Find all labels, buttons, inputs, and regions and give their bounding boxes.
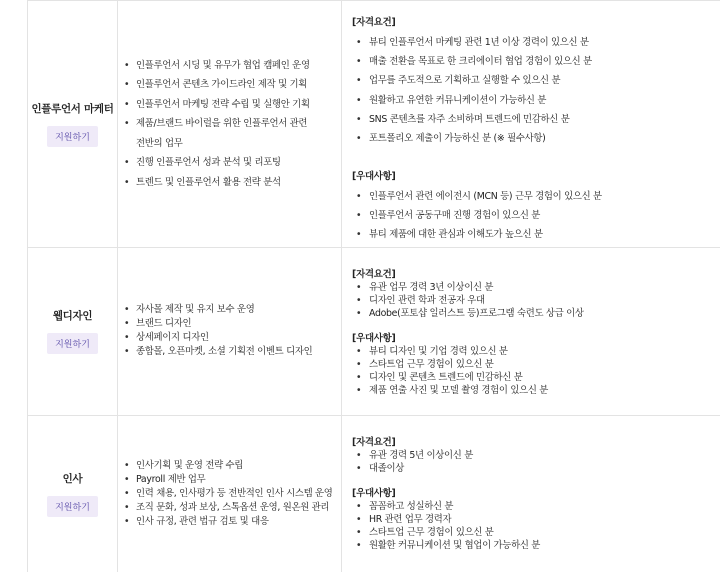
apply-button[interactable]: 지원하기 xyxy=(47,126,98,147)
requirements-cell xyxy=(342,1,720,247)
job-row-web-design xyxy=(28,247,720,416)
preference-item: • 뷰티 디자인 및 기업 경력 있으신 분 xyxy=(356,345,548,358)
duty-item: • 브랜드 디자인 xyxy=(124,317,312,331)
preference-item: • 꼼꼼하고 성실하신 분 xyxy=(356,500,540,513)
duties-cell xyxy=(118,247,342,415)
duty-item: • 인플루언서 시딩 및 유무가 협업 캠페인 운영 xyxy=(124,56,310,76)
job-postings-table xyxy=(27,0,720,572)
duty-item: • 인플루언서 마케팅 전략 수립 및 실행안 기획 xyxy=(124,95,310,115)
duties-cell xyxy=(118,416,342,572)
apply-button[interactable]: 지원하기 xyxy=(47,333,98,354)
duty-item: • 자사몰 제작 및 유지 보수 운영 xyxy=(124,303,312,317)
duty-item: • 인사기획 및 운영 전략 수립 xyxy=(124,459,333,473)
qualifications-group xyxy=(352,15,592,148)
preferences-heading: [우대사항] xyxy=(352,171,396,182)
preferences-list xyxy=(352,187,602,245)
qualification-item: • SNS 콘텐츠를 자주 소비하며 트렌드에 민감하신 분 xyxy=(356,110,592,129)
duties-list xyxy=(118,56,310,193)
preference-item: • 인플루언서 공동구매 진행 경험이 있으신 분 xyxy=(356,206,602,225)
duty-item: • 트렌드 및 인플루언서 활용 전략 분석 xyxy=(124,173,310,193)
qualification-item: • 대졸이상 xyxy=(356,462,473,475)
preference-item: • 뷰티 제품에 대한 관심과 이해도가 높으신 분 xyxy=(356,225,602,244)
job-title: 인플루언서 마케터 xyxy=(31,103,114,115)
qualification-item: • 유관 업무 경력 3년 이상이신 분 xyxy=(356,281,584,294)
duty-item: • 진행 인플루언서 성과 분석 및 리포팅 xyxy=(124,153,310,173)
qualification-item: • 매출 전환을 목표로 한 크리에이터 협업 경험이 있으신 분 xyxy=(356,52,592,71)
job-title: 인사 xyxy=(62,473,83,485)
qualifications-heading: [자격요건] xyxy=(352,17,396,28)
job-title-cell xyxy=(28,247,118,415)
preference-item: • 스타트업 근무 경험이 있으신 분 xyxy=(356,358,548,371)
preference-item: • 인플루언서 관련 에이전시 (MCN 등) 근무 경험이 있으신 분 xyxy=(356,187,602,206)
duty-item: • 인플루언서 콘텐츠 가이드라인 제작 및 기획 xyxy=(124,75,310,95)
duties-list xyxy=(118,303,312,359)
preferences-heading: [우대사항] xyxy=(352,488,396,499)
duty-item: • 상세페이지 디자인 xyxy=(124,331,312,345)
preferences-group xyxy=(352,487,540,552)
preferences-group xyxy=(352,332,548,397)
preferences-list xyxy=(352,345,548,397)
qualifications-group xyxy=(352,268,584,320)
qualification-item: • Adobe(포토샵 일러스트 등)프로그램 숙련도 상급 이상 xyxy=(356,307,584,320)
duties-cell xyxy=(118,1,342,247)
qualifications-heading: [자격요건] xyxy=(352,437,396,448)
qualification-item: • 원활하고 유연한 커뮤니케이션이 가능하신 분 xyxy=(356,91,592,110)
qualifications-list xyxy=(352,281,584,320)
qualification-item: • 유관 경력 5년 이상이신 분 xyxy=(356,449,473,462)
preferences-list xyxy=(352,500,540,552)
qualifications-list xyxy=(352,449,473,475)
qualifications-heading: [자격요건] xyxy=(352,269,396,280)
duty-item: • 인사 규정, 관련 법규 검토 및 대응 xyxy=(124,515,333,529)
requirements-cell xyxy=(342,416,720,572)
preference-item: • 디자인 및 콘텐츠 트렌드에 민감하신 분 xyxy=(356,371,548,384)
qualifications-list xyxy=(352,33,592,148)
job-title: 웹디자인 xyxy=(52,310,93,322)
qualification-item: • 업무를 주도적으로 기획하고 실행할 수 있으신 분 xyxy=(356,71,592,90)
duty-item: • Payroll 제반 업무 xyxy=(124,473,333,487)
preferences-heading: [우대사항] xyxy=(352,333,396,344)
job-title-cell xyxy=(28,416,118,572)
duty-item: • 인력 채용, 인사평가 등 전반적인 인사 시스템 운영 xyxy=(124,487,333,501)
requirements-cell xyxy=(342,247,720,415)
qualification-item: • 포트폴리오 제출이 가능하신 분 (※ 필수사항) xyxy=(356,129,592,148)
duty-item: • 조직 문화, 성과 보상, 스톡옵션 운영, 원온원 관리 xyxy=(124,501,333,515)
preference-item: • HR 관련 업무 경력자 xyxy=(356,513,540,526)
apply-button[interactable]: 지원하기 xyxy=(47,496,98,517)
duty-item: • 종합몰, 오픈마켓, 소셜 기획전 이벤트 디자인 xyxy=(124,345,312,359)
duties-list xyxy=(118,459,333,529)
preference-item: • 제품 연출 사진 및 모델 촬영 경험이 있으신 분 xyxy=(356,384,548,397)
preference-item: • 스타트업 근무 경험이 있으신 분 xyxy=(356,526,540,539)
duty-item: 전반의 업무 xyxy=(136,137,183,149)
qualifications-group xyxy=(352,436,473,475)
qualification-item: • 뷰티 인플루언서 마케팅 관련 1년 이상 경력이 있으신 분 xyxy=(356,33,592,52)
duty-item: • 제품/브랜드 바이럴을 위한 인플루언서 관련 xyxy=(124,114,310,134)
preference-item: • 원활한 커뮤니케이션 및 협업이 가능하신 분 xyxy=(356,539,540,552)
qualification-item: • 디자인 관련 학과 전공자 우대 xyxy=(356,294,584,307)
preferences-group xyxy=(352,169,602,245)
job-title-cell xyxy=(28,1,118,247)
job-row-hr xyxy=(28,416,720,572)
job-row-influencer-marketer xyxy=(28,0,720,248)
